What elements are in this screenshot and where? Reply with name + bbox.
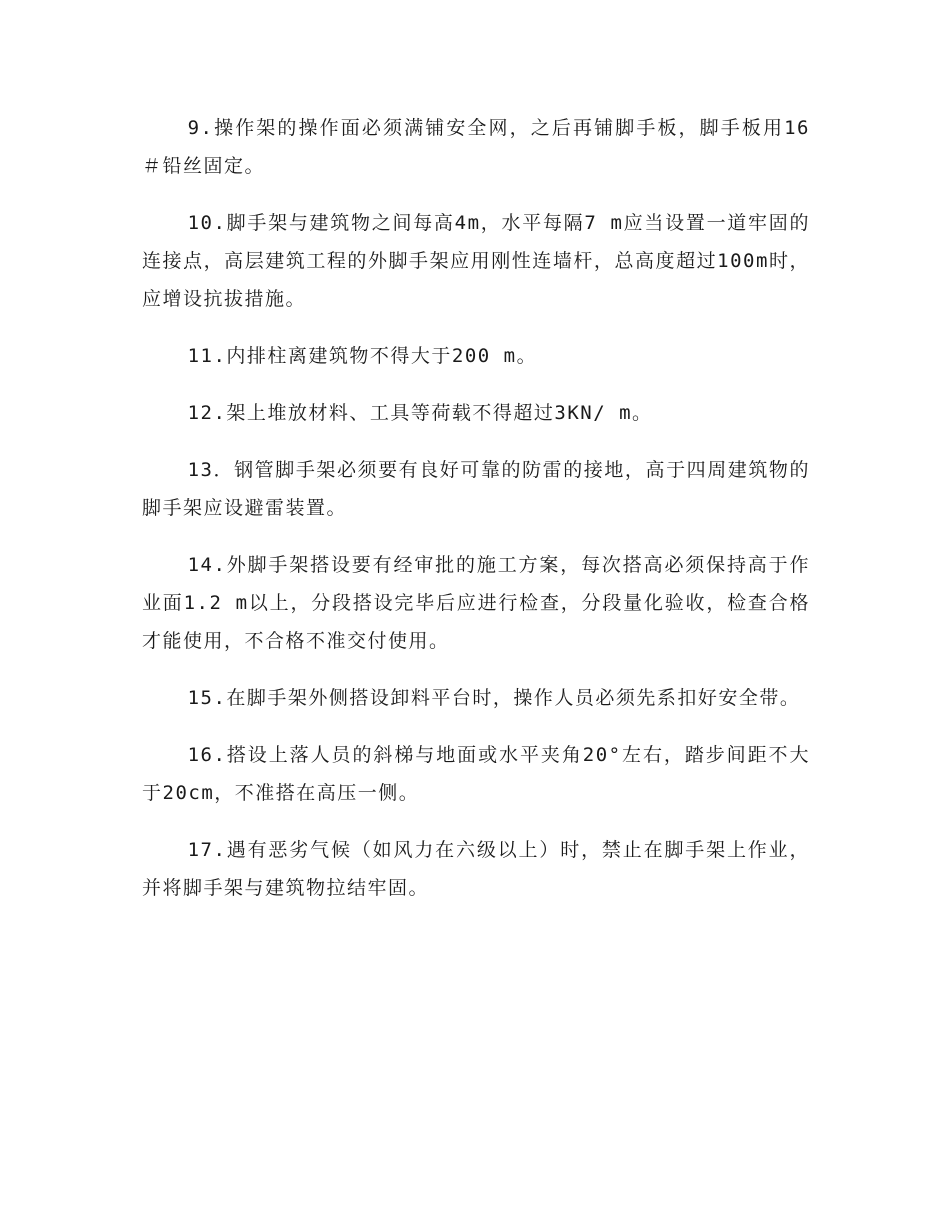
paragraph-item-11: 11.内排柱离建筑物不得大于200 m。	[187, 345, 538, 367]
paragraph-item-15: 15.在脚手架外侧搭设卸料平台时，操作人员必须先系扣好安全带。	[187, 687, 801, 709]
paragraph-item-13: 13．钢管脚手架必须要有良好可靠的防雷的接地，高于四周建筑物的脚手架应设避雷装置。	[142, 459, 810, 519]
paragraph-item-14: 14.外脚手架搭设要有经审批的施工方案，每次搭高必须保持高于作业面1.2 m以上，分段搭设完毕后应进行检查，分段量化验收，检查合格才能使用，不合格不准交付使用。	[142, 554, 810, 652]
paragraph-item-10: 10.脚手架与建筑物之间每高4m，水平每隔7 m应当设置一道牢固的连接点，高层建筑工程的外脚手架应用刚性连墙杆，总高度超过100m时，应增设抗拔措施。	[142, 212, 810, 310]
paragraph-item-12: 12.架上堆放材料、工具等荷载不得超过3KN/ m。	[187, 402, 653, 424]
paragraph-item-16: 16.搭设上落人员的斜梯与地面或水平夹角20°左右，踏步间距不大于20cm，不准搭在高压一侧。	[142, 744, 810, 804]
document-body	[142, 109, 810, 926]
paragraph-item-17: 17.遇有恶劣气候（如风力在六级以上）时，禁止在脚手架上作业，并将脚手架与建筑物拉结牢固。	[142, 839, 810, 899]
paragraph-item-9: 9.操作架的操作面必须满铺安全网，之后再铺脚手板，脚手板用16＃铅丝固定。	[142, 117, 810, 177]
